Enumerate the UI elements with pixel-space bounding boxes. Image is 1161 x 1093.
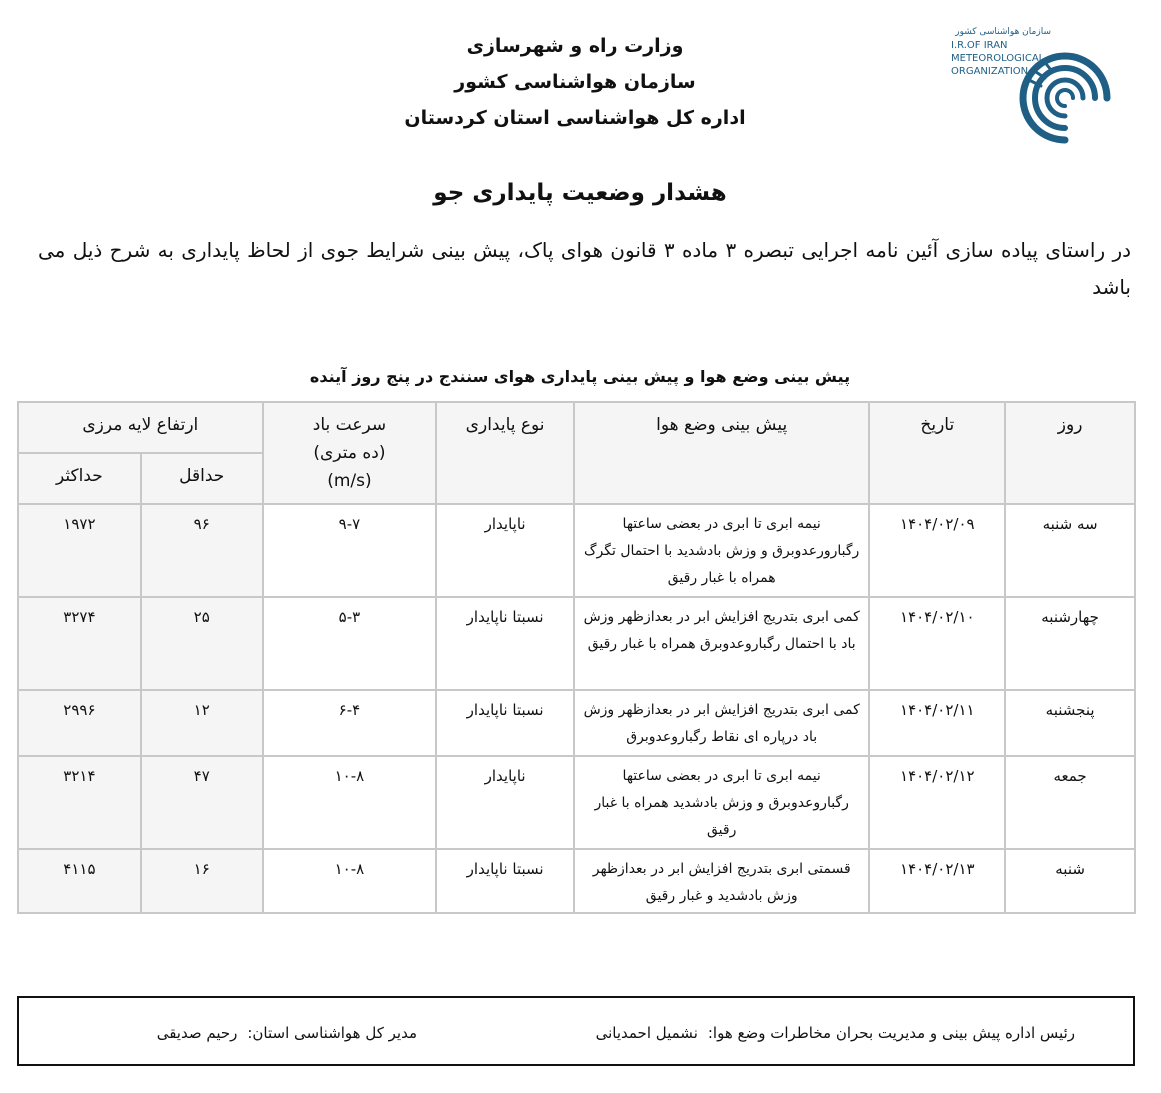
cell-weather: کمی ابری بتدریج افزایش ابر در بعدازظهر وزش باد با احتمال رگباروعدوبرق همراه با غبار رقیق xyxy=(574,597,869,690)
header-day: روز xyxy=(1005,402,1135,504)
table-row xyxy=(18,690,1135,756)
cell-stability: نسبتا ناپایدار xyxy=(436,690,574,756)
cell-day: جمعه xyxy=(1005,756,1135,849)
cell-date: ۱۴۰۴/۰۲/۱۰ xyxy=(869,597,1005,690)
forecast-head-signature xyxy=(596,1024,1075,1042)
cell-date: ۱۴۰۴/۰۲/۰۹ xyxy=(869,504,1005,597)
forecast-head-title: رئیس اداره پیش بینی و مدیریت بحران مخاطرات وضع هوا: xyxy=(707,1024,1075,1042)
document-title: هشدار وضعیت پایداری جو xyxy=(433,180,727,206)
cell-stability: نسبتا ناپایدار xyxy=(436,597,574,690)
table-row xyxy=(18,849,1135,913)
cell-min: ۱۲ xyxy=(141,690,263,756)
cell-min: ۱۶ xyxy=(141,849,263,913)
header xyxy=(350,28,800,136)
spiral-emblem-icon xyxy=(1019,30,1111,150)
cell-wind: ۶-۴ xyxy=(263,690,437,756)
cell-max: ۳۲۷۴ xyxy=(18,597,141,690)
header-max: حداکثر xyxy=(18,453,141,504)
forecast-head-name: نشمیل احمدیانی xyxy=(595,1024,698,1042)
cell-wind: ۱۰-۸ xyxy=(263,849,437,913)
cell-wind: ۵-۳ xyxy=(263,597,437,690)
cell-weather: کمی ابری بتدریج افزایش ابر در بعدازظهر وزش باد درپاره ای نقاط رگباروعدوبرق xyxy=(574,690,869,756)
header-wind: سرعت باد (ده متری) (m/s) xyxy=(263,402,437,504)
table-row xyxy=(18,756,1135,849)
cell-weather: قسمتی ابری بتدریج افزایش ابر در بعدازظهر وزش بادشدید و غبار رقیق xyxy=(574,849,869,913)
meteorological-organization-logo xyxy=(951,24,1111,154)
cell-stability: ناپایدار xyxy=(436,756,574,849)
signature-box xyxy=(17,996,1135,1066)
cell-max: ۳۲۱۴ xyxy=(18,756,141,849)
cell-day: سه شنبه xyxy=(1005,504,1135,597)
cell-date: ۱۴۰۴/۰۲/۱۳ xyxy=(869,849,1005,913)
forecast-table xyxy=(17,401,1136,914)
department-name: اداره کل هواشناسی استان کردستان xyxy=(404,107,746,129)
header-stability: نوع پایداری xyxy=(436,402,574,504)
cell-min: ۹۶ xyxy=(141,504,263,597)
cell-max: ۱۹۷۲ xyxy=(18,504,141,597)
cell-weather: نیمه ابری تا ابری در بعضی ساعتها رگباروعدوبرق و وزش بادشدید همراه با غبار رقیق xyxy=(574,756,869,849)
cell-wind: ۹-۷ xyxy=(263,504,437,597)
ministry-name: وزارت راه و شهرسازی xyxy=(466,35,684,57)
director-title: مدیر کل هواشناسی استان: xyxy=(247,1024,417,1042)
cell-date: ۱۴۰۴/۰۲/۱۱ xyxy=(869,690,1005,756)
header-date: تاریخ xyxy=(869,402,1005,504)
header-min: حداقل xyxy=(141,453,263,504)
cell-min: ۲۵ xyxy=(141,597,263,690)
table-row xyxy=(18,597,1135,690)
header-boundary-layer: ارتفاع لایه مرزی xyxy=(18,402,263,453)
cell-stability: ناپایدار xyxy=(436,504,574,597)
table-row xyxy=(18,504,1135,597)
logo-text: سازمان هواشناسی کشور I.R.OF IRAN METEOROLOGICAL ORGANIZATION xyxy=(951,27,1051,77)
cell-wind: ۱۰-۸ xyxy=(263,756,437,849)
intro-paragraph: در راستای پیاده سازی آئین نامه اجرایی تبصره ۳ ماده ۳ قانون هوای پاک، پیش بینی شرایط جوی از لحاظ پایداری به شرح ذیل می باشد xyxy=(38,238,1132,299)
cell-day: شنبه xyxy=(1005,849,1135,913)
organization-name: سازمان هواشناسی کشور xyxy=(454,71,696,93)
director-signature xyxy=(157,1024,417,1042)
cell-day: چهارشنبه xyxy=(1005,597,1135,690)
cell-max: ۲۹۹۶ xyxy=(18,690,141,756)
cell-day: پنجشنبه xyxy=(1005,690,1135,756)
table-caption: پیش بینی وضع هوا و پیش بینی پایداری هوای سنندج در پنج روز آینده xyxy=(309,367,851,386)
director-name: رحیم صدیقی xyxy=(156,1024,238,1042)
cell-max: ۴۱۱۵ xyxy=(18,849,141,913)
cell-weather: نیمه ابری تا ابری در بعضی ساعتها رگبارورعدوبرق و وزش بادشدید با احتمال تگرگ همراه با غبار رقیق xyxy=(574,504,869,597)
cell-min: ۴۷ xyxy=(141,756,263,849)
cell-stability: نسبتا ناپایدار xyxy=(436,849,574,913)
cell-date: ۱۴۰۴/۰۲/۱۲ xyxy=(869,756,1005,849)
header-weather: پیش بینی وضع هوا xyxy=(574,402,869,504)
